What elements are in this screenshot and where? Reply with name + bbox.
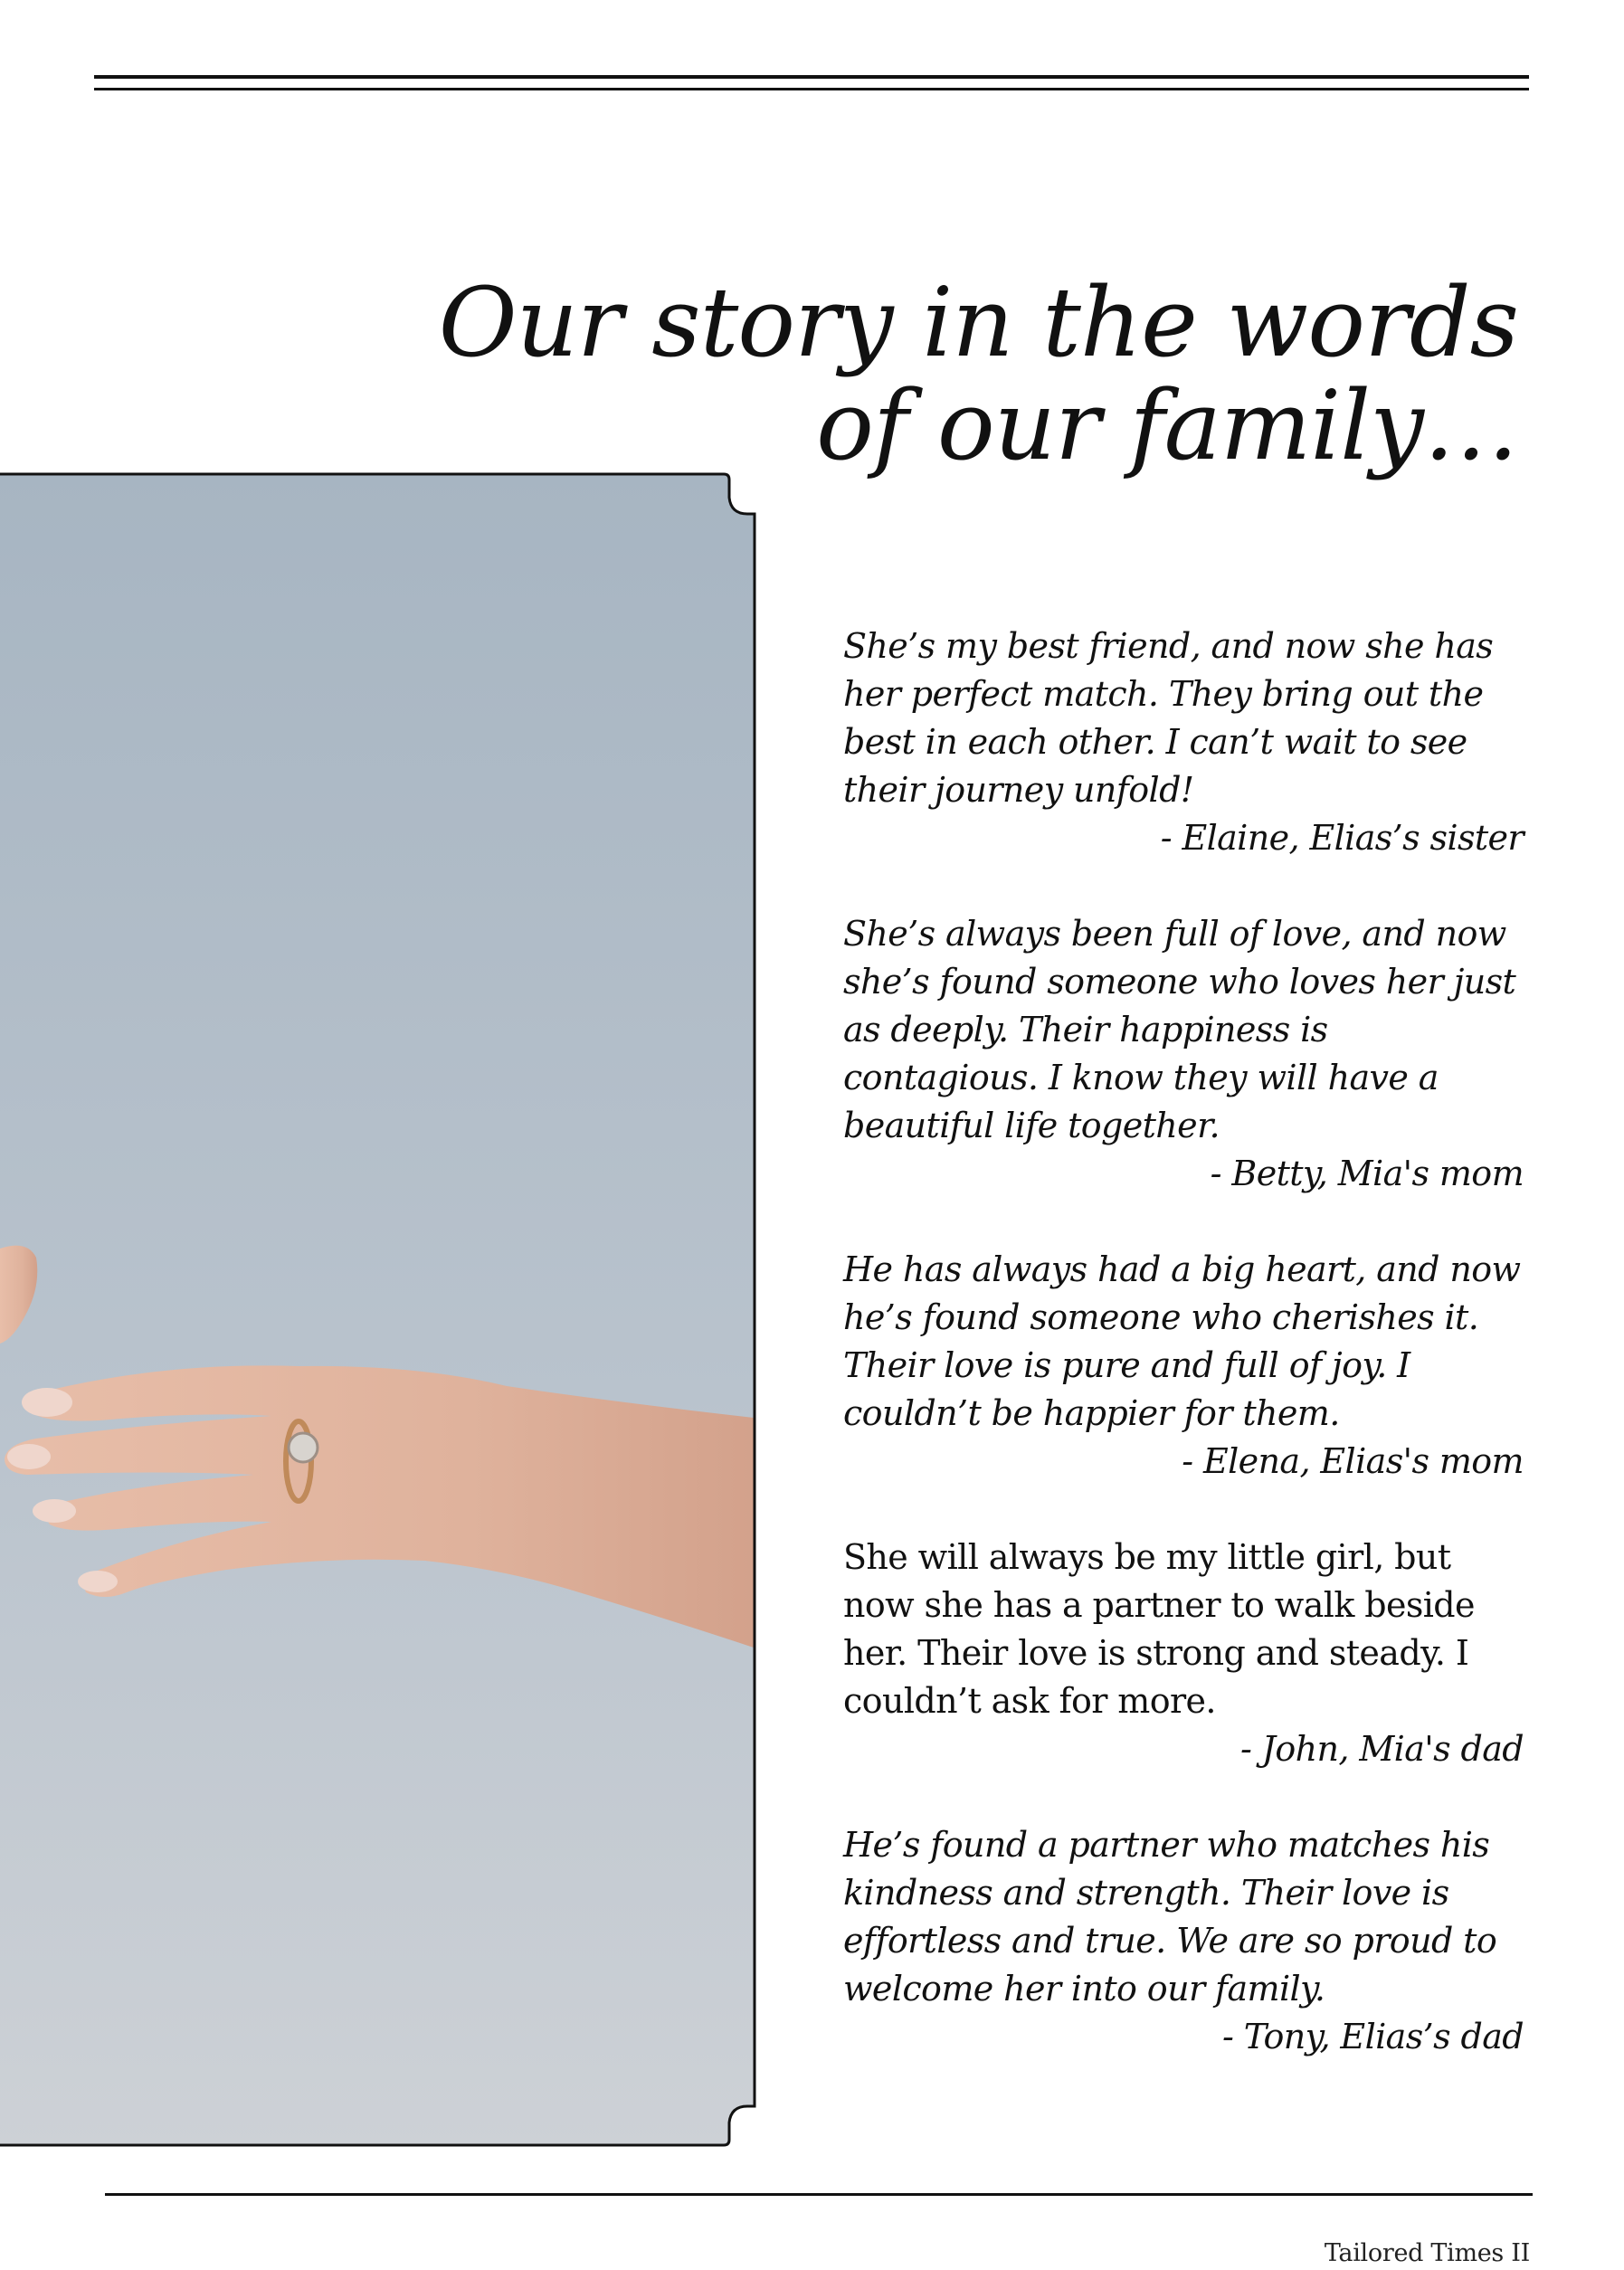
title-line-1: Our story in the words: [438, 267, 1518, 378]
hands-ring-photo: [0, 470, 769, 2149]
quote-text: He has always had a big heart, and now he’s found someone who cherishes it. Their love is pure and full of joy. I couldn’t be happier for them.: [843, 1249, 1521, 1433]
family-quotes: [843, 622, 1524, 2109]
footer-brand: Tailored Times II: [1324, 2239, 1530, 2267]
top-rule-thin: [94, 88, 1529, 90]
top-rule-thick: [94, 75, 1529, 79]
bottom-rule: [105, 2193, 1533, 2196]
quote-text: She’s always been full of love, and now she’s found someone who loves her just as deeply. Their happiness is contagious. I know they will have a beautiful life together.: [843, 914, 1516, 1145]
quote-author: - Elena, Elias's mom: [1182, 1441, 1524, 1481]
quote-author: - Elaine, Elias’s sister: [1160, 818, 1524, 858]
quote-author: - Betty, Mia's mom: [1210, 1154, 1524, 1193]
quote-block: [843, 1246, 1524, 1486]
quote-block: [843, 1534, 1524, 1773]
quote-author: - John, Mia's dad: [1240, 1729, 1524, 1769]
quote-text: She will always be my little girl, but now she has a partner to walk beside her. Their love is strong and steady. I couldn’t ask for more.: [843, 1537, 1475, 1721]
quote-block: [843, 910, 1524, 1198]
quote-author: - Tony, Elias’s dad: [1221, 2017, 1524, 2056]
quote-text: She’s my best friend, and now she has her perfect match. They bring out the best in each other. I can’t wait to see their journey unfold!: [843, 626, 1494, 810]
page-title: [344, 267, 1518, 481]
title-line-2: of our family…: [816, 370, 1518, 481]
quote-block: [843, 622, 1524, 862]
quote-block: [843, 1821, 1524, 2061]
quote-text: He’s found a partner who matches his kindness and strength. Their love is effortless and true. We are so proud to welcome her into our family.: [843, 1825, 1497, 2009]
